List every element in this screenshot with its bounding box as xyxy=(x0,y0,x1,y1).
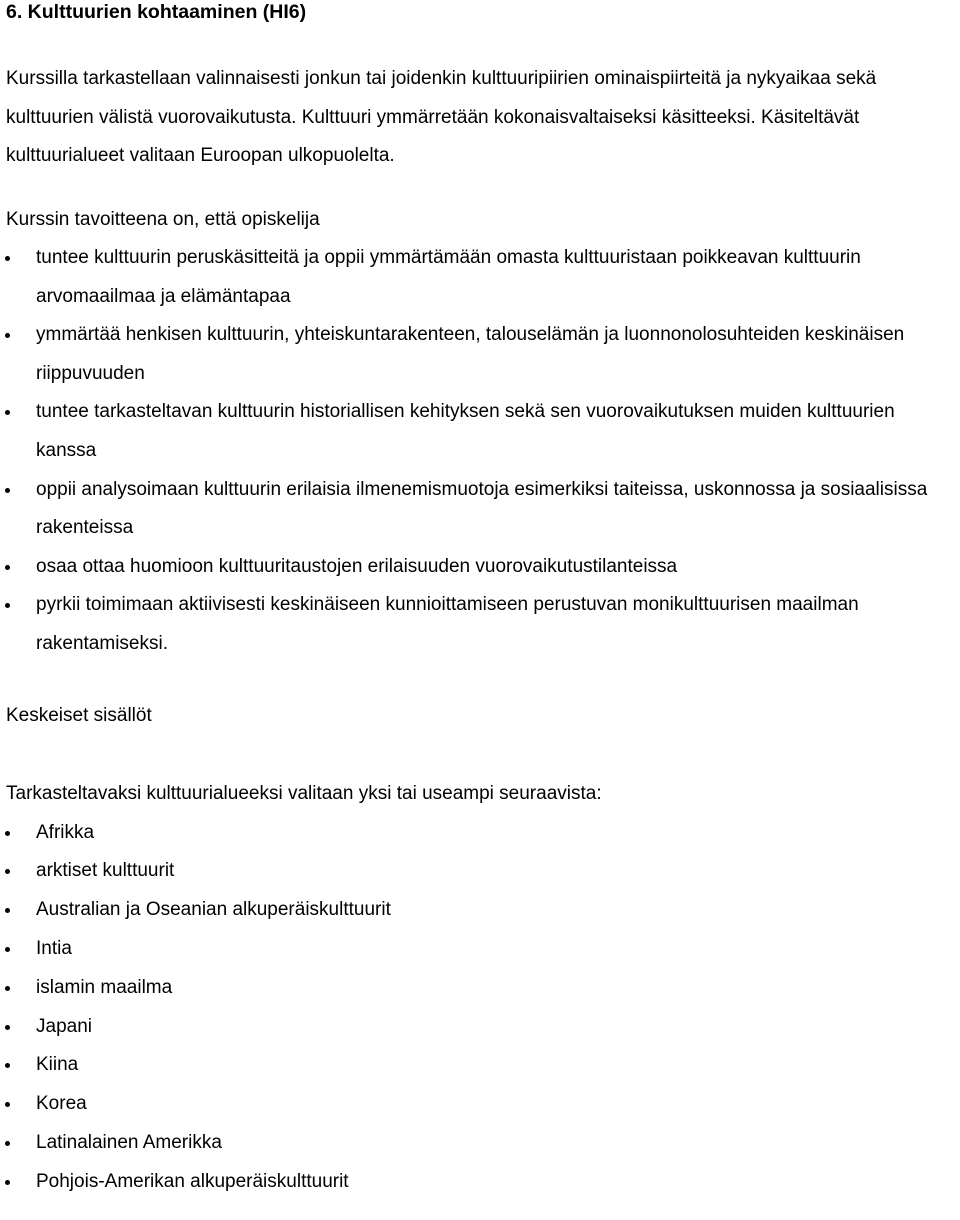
topic-text: Japani xyxy=(36,1015,92,1037)
bullet-icon xyxy=(5,1141,10,1146)
bullet-icon xyxy=(5,410,10,415)
goal-text: oppii analysoimaan kulttuurin erilaisia ilmenemismuotoja esimerkiksi taiteissa, uskonnossa ja sosiaalisissa rakenteissa xyxy=(36,478,928,539)
bullet-icon xyxy=(5,869,10,874)
goal-item xyxy=(6,239,956,316)
course-heading: 6. Kulttuurien kohtaaminen (HI6) xyxy=(6,1,307,23)
goals-label: Kurssin tavoitteena on, että opiskelija xyxy=(6,208,320,230)
goal-item xyxy=(6,586,956,663)
goal-item xyxy=(6,471,956,548)
contents-label: Keskeiset sisällöt xyxy=(6,704,152,726)
bullet-icon xyxy=(5,603,10,608)
topic-text: Afrikka xyxy=(36,821,95,843)
topic-text: islamin maailma xyxy=(36,976,173,998)
bullet-icon xyxy=(5,986,10,991)
topic-item xyxy=(6,852,956,891)
goal-text: ymmärtää henkisen kulttuurin, yhteiskuntarakenteen, talouselämän ja luonnonolosuhteiden keskinäisen riippuvuuden xyxy=(36,324,905,384)
topic-text: Latinalainen Amerikka xyxy=(36,1131,222,1153)
goals-list xyxy=(6,239,956,664)
bullet-icon xyxy=(5,333,10,338)
topic-item xyxy=(6,1008,956,1047)
goal-text: osaa ottaa huomioon kulttuuritaustojen erilaisuuden vuorovaikutustilanteissa xyxy=(36,555,678,577)
bullet-icon xyxy=(5,1063,10,1068)
topic-item xyxy=(6,1046,956,1085)
topic-item xyxy=(6,930,956,969)
topic-text: Australian ja Oseanian alkuperäiskulttuurit xyxy=(36,899,391,921)
topic-item xyxy=(6,1085,956,1124)
topic-item xyxy=(6,891,956,930)
topic-text: arktiset kulttuurit xyxy=(36,860,175,882)
goal-item xyxy=(6,548,956,587)
bullet-icon xyxy=(5,488,10,493)
bullet-icon xyxy=(5,1102,10,1107)
topic-item xyxy=(6,814,956,853)
document-page xyxy=(6,0,956,1202)
course-intro: Kurssilla tarkastellaan valinnaisesti jonkun tai joidenkin kulttuuripiirien ominaispiirteitä ja nykyaikaa sekä kulttuurien välistä vuorovaikutusta. Kulttuuri ymmärretään kokonaisvaltaiseksi käsitteeksi. Käsiteltävät kulttuurialueet valitaan Euroopan ulkopuolelta. xyxy=(6,68,877,166)
bullet-icon xyxy=(5,565,10,570)
bullet-icon xyxy=(5,947,10,952)
topic-text: Intia xyxy=(36,937,72,959)
bullet-icon xyxy=(5,1180,10,1185)
bullet-icon xyxy=(5,1025,10,1030)
bullet-icon xyxy=(5,831,10,836)
topic-text: Pohjois-Amerikan alkuperäiskulttuurit xyxy=(36,1170,349,1192)
bullet-icon xyxy=(5,256,10,261)
topic-text: Korea xyxy=(36,1093,87,1115)
topic-item xyxy=(6,1124,956,1163)
goal-text: pyrkii toimimaan aktiivisesti keskinäiseen kunnioittamiseen perustuvan monikulttuurisen maailman rakentamiseksi. xyxy=(36,594,859,654)
topic-text: Kiina xyxy=(36,1054,79,1076)
topic-item xyxy=(6,1163,956,1202)
topic-item xyxy=(6,969,956,1008)
goal-item xyxy=(6,316,956,393)
topics-list xyxy=(6,814,956,1202)
goal-item xyxy=(6,393,956,470)
bullet-icon xyxy=(5,908,10,913)
goal-text: tuntee kulttuurin peruskäsitteitä ja oppii ymmärtämään omasta kulttuuristaan poikkeavan kulttuurin arvomaailmaa ja elämäntapaa xyxy=(36,247,861,307)
select-label: Tarkasteltavaksi kulttuurialueeksi valitaan yksi tai useampi seuraavista: xyxy=(6,783,602,805)
goal-text: tuntee tarkasteltavan kulttuurin historiallisen kehityksen sekä sen vuorovaikutuksen muiden kulttuurien kanssa xyxy=(36,401,895,461)
